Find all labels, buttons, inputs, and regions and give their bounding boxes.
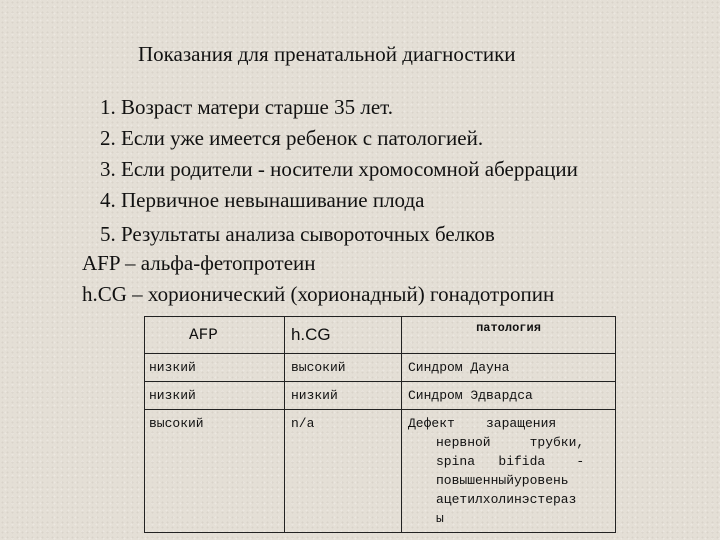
table-row [145,410,616,533]
header-hcg: h.CG [284,317,401,354]
pathology-line: spina bifida - [435,454,585,469]
diagnosis-table [144,316,616,533]
definition-hcg: h.CG – хорионический (хорионадный) гонадотропин [82,282,555,306]
list-item: 1. Возраст матери старше 35 лет. [100,95,393,119]
pathology-line: ы [435,511,444,526]
definition-afp: AFP – альфа-фетопротеин [82,251,316,275]
cell-pathology: Синдром Дауна [401,354,615,382]
list-item: 4. Первичное невынашивание плода [100,188,425,212]
indications-list [100,92,578,250]
cell-hcg: n/a [284,410,401,533]
pathology-line: повышенныйуровень [435,473,569,488]
definitions [82,248,554,310]
list-item: 2. Если уже имеется ребенок с патологией. [100,126,484,150]
cell-hcg: низкий [284,382,401,410]
table-header-row [145,317,616,354]
page-title: Показания для пренатальной диагностики [138,42,516,66]
cell-pathology [401,410,615,533]
header-afp: AFP [145,317,285,354]
table-row [145,354,616,382]
list-item: 3. Если родители - носители хромосомной аберрации [100,157,578,181]
table-row [145,382,616,410]
list-item: 5. Результаты анализа сывороточных белков [100,222,495,246]
pathology-line: ацетилхолинэстераз [435,492,577,507]
pathology-line: Дефект заращения [407,416,557,431]
header-pathology: патология [401,317,615,354]
cell-afp: высокий [145,410,285,533]
pathology-line: нервной трубки, [435,435,585,450]
cell-afp: низкий [145,382,285,410]
cell-afp: низкий [145,354,285,382]
cell-pathology: Синдром Эдвардса [401,382,615,410]
cell-hcg: высокий [284,354,401,382]
